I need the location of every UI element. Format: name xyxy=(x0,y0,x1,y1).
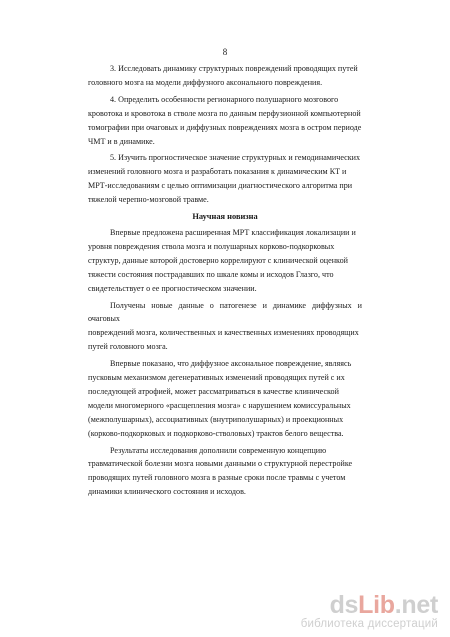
novelty-paragraph-4: Результаты исследования дополнили современную концепцию травматической болезни мозга новыми данными о структурной перестройке проводящих путей головного мозга в разные сроки после травмы с учетом динамики клинического состояния и исходов. xyxy=(88,445,353,497)
section-title-novelty: Научная новизна xyxy=(192,212,258,222)
novelty-paragraph-1: Впервые предложена расширенная МРТ классификация локализации и уровня повреждения ствола мозга и полушарных корково-подкорковых структур, данные которой достоверно коррелируют с клинической оценкой тяжести состояния пострадавших по шкале комы и исходов Глазго, что свидетельствует о ее прогностическом значении. xyxy=(88,227,356,293)
page-number: 8 xyxy=(222,47,228,57)
novelty-paragraph-3: Впервые показано, что диффузное аксональное повреждение, являясь пусковым механизмом дегенеративных изменений проводящих путей с их последующей атрофией, может рассматриваться в качестве клинической модели многомерного «расщепления мозга» с нарушением комиссуральных (межполушарных), ассоциативных (внутриполушарных) и проекционных (корково-подкорковых и подкорково-стволовых) трактов белого вещества. xyxy=(88,359,352,438)
watermark-logo-lib: Lib xyxy=(358,591,395,619)
watermark-logo-net: .net xyxy=(394,591,438,619)
list-item-3: 3. Исследовать динамику структурных повреждений проводящих путей головного мозга на модели диффузного аксонального повреждения. xyxy=(88,64,358,87)
list-item-4: 4. Определить особенности регионарного полушарного мозгового кровотока и кровотока в стволе мозга по данным перфузионной компьютерной томографии при очаговых и диффузных повреждениях мозга в остром периоде ЧМТ и в динамике. xyxy=(88,94,362,146)
document-body xyxy=(88,62,362,502)
list-item-5: 5. Изучить прогностическое значение структурных и гемодинамических изменений головного мозга и разработать показания к динамическим КТ и МРТ-исследованиям с целью оптимизации диагностического алгоритма при тяжелой черепно-мозговой травме. xyxy=(88,153,361,205)
novelty-paragraph-2: Получены новые данные о патогенезе и динамике диффузных и очаговых повреждений мозга, количественных и качественных изменениях проводящих путей головного мозга. xyxy=(88,300,362,352)
watermark-logo xyxy=(301,592,438,618)
watermark-subtitle: библиотека диссертаций xyxy=(300,618,438,630)
dslib-watermark xyxy=(301,592,438,631)
watermark-logo-ds: ds xyxy=(329,591,359,619)
